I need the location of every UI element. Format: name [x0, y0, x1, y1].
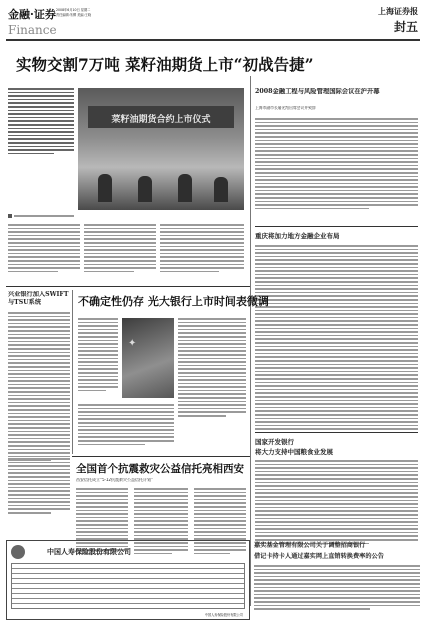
china-life-ad: [6, 540, 250, 620]
chongqing-body: [255, 245, 418, 433]
left-lower-body: [8, 458, 70, 514]
conference-title: 2008金融工程与风险管理国际会议在沪开幕: [255, 88, 380, 95]
harvest-fund-notice: [254, 540, 420, 618]
everbright-headline: 不确定性仍存 光大银行上市时间表微调: [78, 295, 269, 308]
trust-headline: 全国首个抗震救灾公益信托亮相西安: [76, 463, 244, 475]
editor-line: 责任编辑:朱柳 美编:王晓: [56, 13, 92, 17]
cdb-body: [255, 460, 418, 544]
industrial-bank-title: 兴业银行加入SWIFT与TSU系统: [8, 291, 69, 306]
trust-subheadline: 西安信托成立“5·12抗震救灾公益信托计划”: [76, 478, 154, 482]
section-title-en: Finance: [8, 23, 57, 37]
everbright-body-col-1: [78, 318, 118, 391]
lead-photo: [78, 88, 244, 210]
china-life-table: [11, 563, 245, 609]
paper-name: 上海证券报: [378, 6, 418, 16]
masthead-rule: [6, 39, 420, 41]
column-divider: [250, 76, 251, 606]
lead-body-col-3: [160, 224, 244, 272]
china-life-company: 中国人寿保险股份有限公司: [47, 547, 131, 556]
harvest-title-line-1: 嘉实基金管理有限公司关于调整招商银行: [254, 542, 366, 549]
lead-intro-text: [8, 88, 74, 154]
section-label: [8, 6, 57, 37]
lead-body-col-2: [84, 224, 156, 272]
conference-body: [255, 118, 418, 209]
section-title: 金融·证券: [8, 8, 56, 21]
cdb-subtitle: 将大力支持中国粮食业发展: [255, 448, 333, 456]
photo-sign-icon: ✦: [128, 338, 137, 349]
page-number: 封五: [393, 20, 418, 34]
china-life-logo-icon: [11, 545, 25, 559]
harvest-body: [254, 565, 420, 610]
right-rule-2: [255, 432, 418, 433]
everbright-body-lower: [78, 404, 174, 445]
cdb-title: 国家开发银行: [255, 438, 294, 446]
date-line: 2008年6月10日 星期二: [56, 8, 91, 12]
lead-body-col-1: [8, 224, 80, 272]
chongqing-title: 重庆将加力地方金融企业布局: [255, 232, 340, 240]
mid-rule: [6, 286, 250, 287]
china-life-footer: 中国人寿保险股份有限公司: [204, 613, 243, 617]
bottom-rule: [72, 456, 250, 457]
lead-headline: 实物交割7万吨 菜籽油期货上市“初战告捷”: [16, 55, 314, 74]
photo-banner-text: 菜籽油期货合约上市仪式: [111, 115, 211, 125]
industrial-bank-body: [8, 312, 70, 461]
everbright-body-col-3: [178, 318, 246, 417]
everbright-photo: [122, 318, 174, 398]
harvest-title-line-2: 借记卡持卡人通过嘉实网上直销转换费率的公告: [254, 553, 384, 560]
photo-credit: [8, 214, 118, 218]
conference-subtitle: 上海市副市长屠光绍出席会议并致辞: [255, 106, 316, 110]
mid-column-divider: [72, 290, 73, 454]
right-rule-1: [255, 226, 418, 227]
